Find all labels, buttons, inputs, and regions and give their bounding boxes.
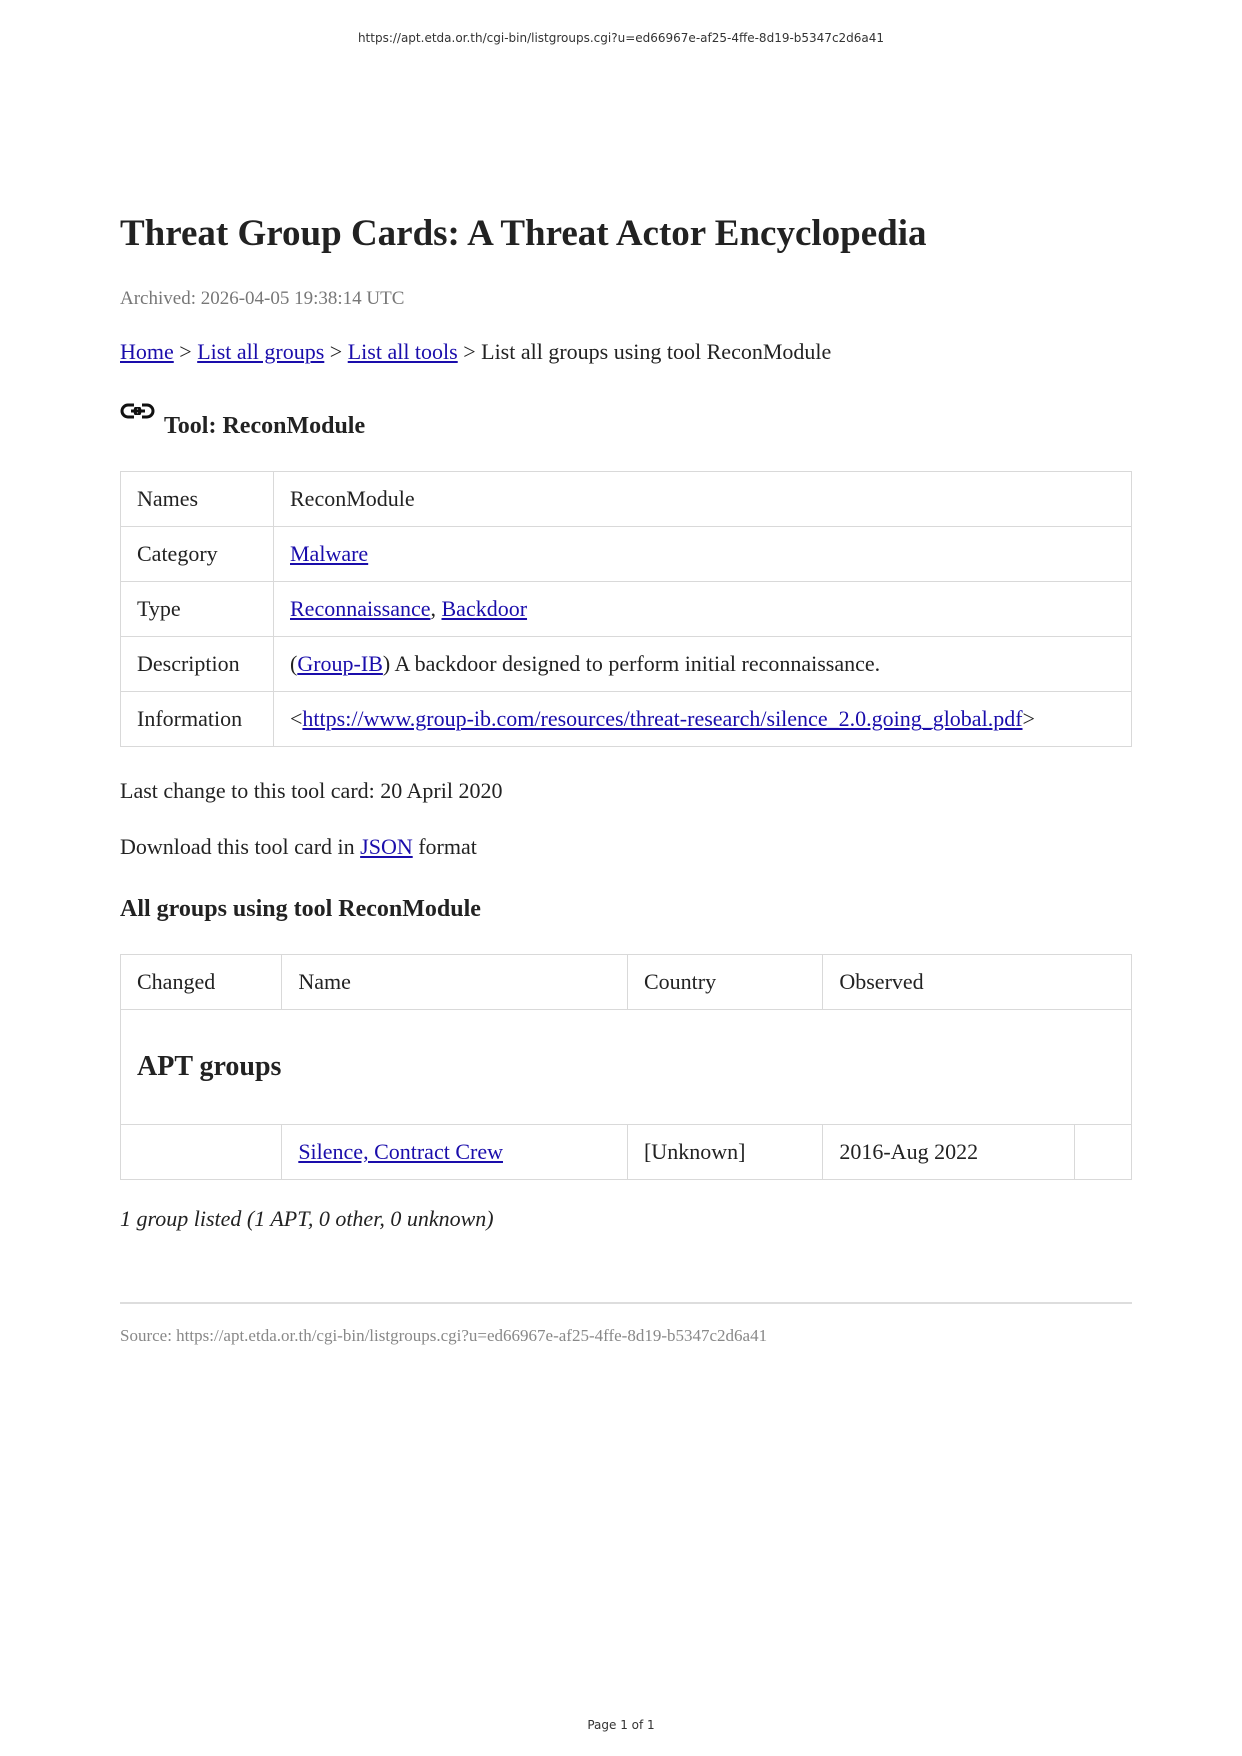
download-prefix: Download this tool card in	[120, 834, 361, 859]
description-open: (	[290, 651, 298, 676]
breadcrumb-home-link[interactable]: Home	[120, 339, 174, 364]
information-open: <	[290, 706, 303, 731]
information-close: >	[1022, 706, 1035, 731]
row-country: [Unknown]	[627, 1125, 822, 1180]
source-url: Source: https://apt.etda.or.th/cgi-bin/listgroups.cgi?u=ed66967e-af25-4ffe-8d19-b5347c2d6a41	[120, 1326, 768, 1345]
information-label: Information	[121, 692, 274, 747]
download-suffix: format	[412, 834, 477, 859]
description-cell	[274, 637, 1132, 692]
category-label: Category	[121, 527, 274, 582]
type-backdoor-link[interactable]: Backdoor	[441, 596, 528, 621]
category-cell	[274, 527, 1132, 582]
tool-heading	[120, 401, 365, 440]
last-change-text: Last change to this tool card: 20 April 2020	[120, 778, 503, 803]
print-header-url: https://apt.etda.or.th/cgi-bin/listgroups.cgi?u=ed66967e-af25-4ffe-8d19-b5347c2d6a41	[357, 31, 885, 45]
breadcrumb-separator: >	[324, 339, 348, 364]
breadcrumb-all-groups-link[interactable]: List all groups	[197, 339, 325, 364]
table-row	[121, 1125, 1132, 1180]
names-label: Names	[121, 472, 274, 527]
type-cell	[274, 582, 1132, 637]
description-source-link[interactable]: Group-IB	[297, 651, 383, 676]
category-link[interactable]: Malware	[290, 541, 369, 566]
column-header-name: Name	[282, 955, 628, 1010]
group-name-link[interactable]: Silence, Contract Crew	[298, 1139, 503, 1164]
description-label: Description	[121, 637, 274, 692]
page-number: Page 1 of 1	[587, 1718, 655, 1732]
names-value: ReconModule	[274, 472, 1132, 527]
link-icon	[120, 397, 156, 427]
column-header-country: Country	[627, 955, 822, 1010]
archived-timestamp: Archived: 2026-04-05 19:38:14 UTC	[120, 288, 405, 309]
table-section-row	[121, 1010, 1132, 1125]
type-label: Type	[121, 582, 274, 637]
description-text: ) A backdoor designed to perform initial reconnaissance.	[382, 651, 881, 676]
breadcrumb-all-tools-link[interactable]: List all tools	[347, 339, 458, 364]
tool-heading-text: Tool: ReconModule	[164, 413, 366, 439]
row-changed	[121, 1125, 282, 1180]
apt-groups-section-label: APT groups	[121, 1010, 1132, 1125]
download-text	[120, 834, 477, 860]
column-header-changed: Changed	[121, 955, 282, 1010]
table-row	[121, 527, 1132, 582]
divider	[120, 1302, 1132, 1304]
page-title: Threat Group Cards: A Threat Actor Encyclopedia	[120, 213, 927, 254]
row-observed: 2016-Aug 2022	[823, 1125, 1074, 1180]
table-header-row	[121, 955, 1132, 1010]
groups-heading: All groups using tool ReconModule	[120, 896, 481, 922]
row-extra	[1074, 1125, 1131, 1180]
breadcrumb-current: > List all groups using tool ReconModule	[457, 339, 832, 364]
table-row	[121, 692, 1132, 747]
breadcrumb-separator: >	[173, 339, 198, 364]
column-header-observed: Observed	[823, 955, 1132, 1010]
information-cell	[274, 692, 1132, 747]
table-row	[121, 582, 1132, 637]
table-row	[121, 637, 1132, 692]
information-link[interactable]: https://www.group-ib.com/resources/threat-research/silence_2.0.going_global.pdf	[302, 706, 1023, 731]
type-reconnaissance-link[interactable]: Reconnaissance	[290, 596, 431, 621]
groups-summary: 1 group listed (1 APT, 0 other, 0 unknown)	[120, 1206, 494, 1231]
groups-table	[120, 954, 1132, 1180]
table-row	[121, 472, 1132, 527]
json-download-link[interactable]: JSON	[360, 834, 413, 859]
row-name-cell	[282, 1125, 628, 1180]
type-separator: ,	[430, 596, 442, 621]
breadcrumb	[120, 339, 831, 365]
tool-info-table	[120, 471, 1132, 747]
